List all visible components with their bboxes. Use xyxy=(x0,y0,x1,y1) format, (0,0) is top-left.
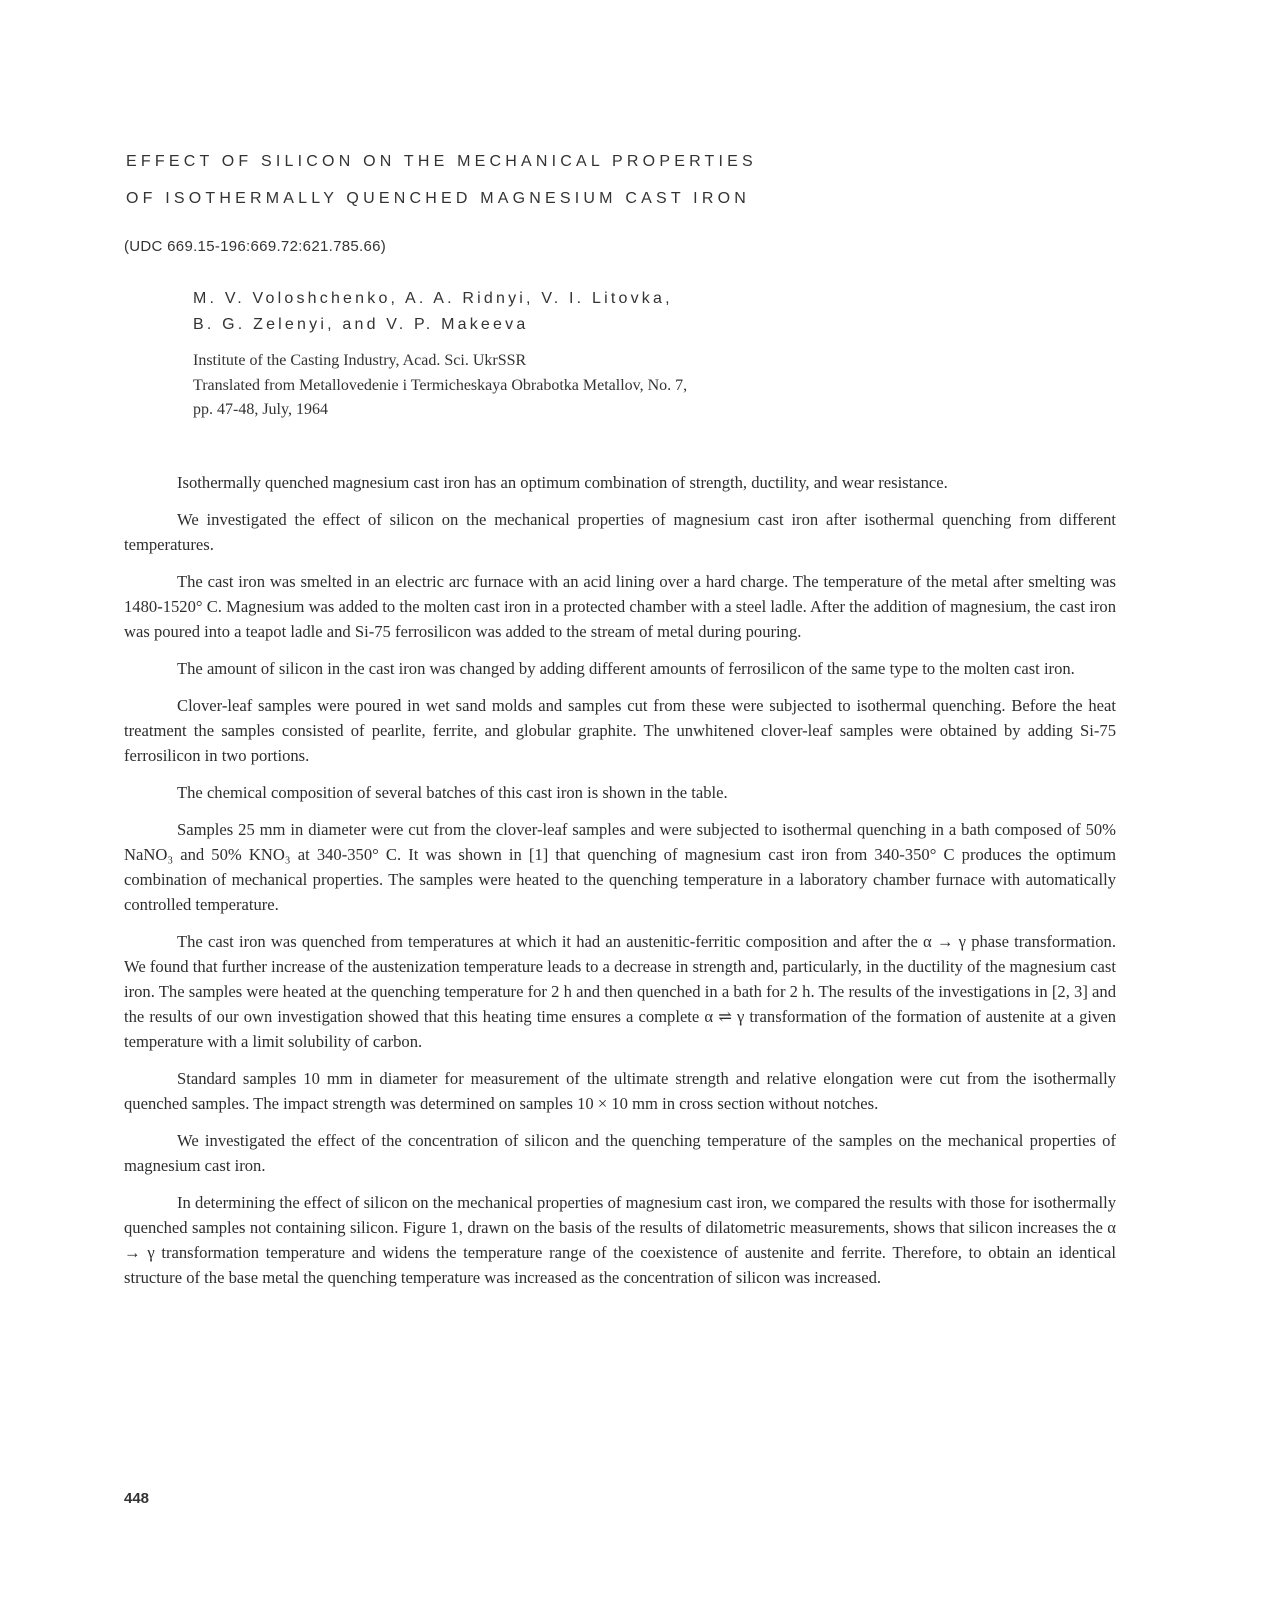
translation-pages-line: pp. 47-48, July, 1964 xyxy=(193,401,328,418)
title-line-2: OF ISOTHERMALLY QUENCHED MAGNESIUM CAST IRON xyxy=(126,190,750,207)
paragraph: Standard samples 10 mm in diameter for measurement of the ultimate strength and relative elongation were cut from the isothermally quenched samples. The impact strength was determined on samples 10 × 10 mm in cross section without notches. xyxy=(124,1069,1116,1113)
translation-source-line: Translated from Metallovedenie i Termicheskaya Obrabotka Metallov, No. 7, xyxy=(193,377,688,394)
paragraph: The cast iron was quenched from temperatures at which it had an austenitic-ferritic composition and after the α → γ phase transformation. We found that further increase of the austenization temperature leads to a decrease in strength and, particularly, in the ductility of the magnesium cast iron. The samples were heated at the quenching temperature for 2 h and then quenched in a bath for 2 h. The results of the investigations in [2, 3] and the results of our own investigation showed that this heating time ensures a complete α ⇌ γ transformation of the formation of austenite at a given temperature with a limit solubility of carbon. xyxy=(124,932,1116,1051)
paragraph: Isothermally quenched magnesium cast iron has an optimum combination of strength, ductility, and wear resistance. xyxy=(177,473,948,492)
paragraph: In determining the effect of silicon on the mechanical properties of magnesium cast iron, we compared the results with those for isothermally quenched samples not containing silicon. Figure 1, drawn on the basis of the results of dilatometric measurements, shows that silicon increases the α → γ transformation temperature and widens the temperature range of the coexistence of austenite and ferrite. Therefore, to obtain an identical structure of the base metal the quenching temperature was increased as the concentration of silicon was increased. xyxy=(124,1193,1116,1287)
paragraph: We investigated the effect of silicon on the mechanical properties of magnesium cast iron after isothermal quenching from different temperatures. xyxy=(124,510,1116,554)
paragraph: The amount of silicon in the cast iron was changed by adding different amounts of ferrosilicon of the same type to the molten cast iron. xyxy=(177,659,1075,678)
paragraph: The chemical composition of several batches of this cast iron is shown in the table. xyxy=(177,783,728,802)
paragraph: The cast iron was smelted in an electric arc furnace with an acid lining over a hard charge. The temperature of the metal after smelting was 1480-1520° C. Magnesium was added to the molten cast iron in a protected chamber with a steel ladle. After the addition of magnesium, the cast iron was poured into a teapot ladle and Si-75 ferrosilicon was added to the stream of metal during pouring. xyxy=(124,572,1116,641)
affiliation-line-1: Institute of the Casting Industry, Acad. Sci. UkrSSR xyxy=(193,352,527,369)
page-number: 448 xyxy=(124,1490,150,1507)
paragraph: We investigated the effect of the concentration of silicon and the quenching temperature of the samples on the mechanical properties of magnesium cast iron. xyxy=(124,1131,1116,1175)
article-body xyxy=(124,470,1116,1302)
title-line-1: EFFECT OF SILICON ON THE MECHANICAL PROPERTIES xyxy=(126,153,757,170)
authors-line-1: M. V. Voloshchenko, A. A. Ridnyi, V. I. Litovka, xyxy=(193,290,673,307)
paragraph: Samples 25 mm in diameter were cut from the clover-leaf samples and were subjected to isothermal quenching in a bath composed of 50% NaNO₃ and 50% KNO₃ at 340-350° C. It was shown in [1] that quenching of magnesium cast iron from 340-350° C produces the optimum combination of mechanical properties. The samples were heated to the quenching temperature in a laboratory chamber furnace with automatically controlled temperature. xyxy=(124,820,1116,914)
udc-code: (UDC 669.15-196:669.72:621.785.66) xyxy=(124,238,387,255)
authors-line-2: B. G. Zelenyi, and V. P. Makeeva xyxy=(193,316,529,333)
paragraph: Clover-leaf samples were poured in wet sand molds and samples cut from these were subjected to isothermal quenching. Before the heat treatment the samples consisted of pearlite, ferrite, and globular graphite. The unwhitened clover-leaf samples were obtained by adding Si-75 ferrosilicon in two portions. xyxy=(124,696,1116,765)
